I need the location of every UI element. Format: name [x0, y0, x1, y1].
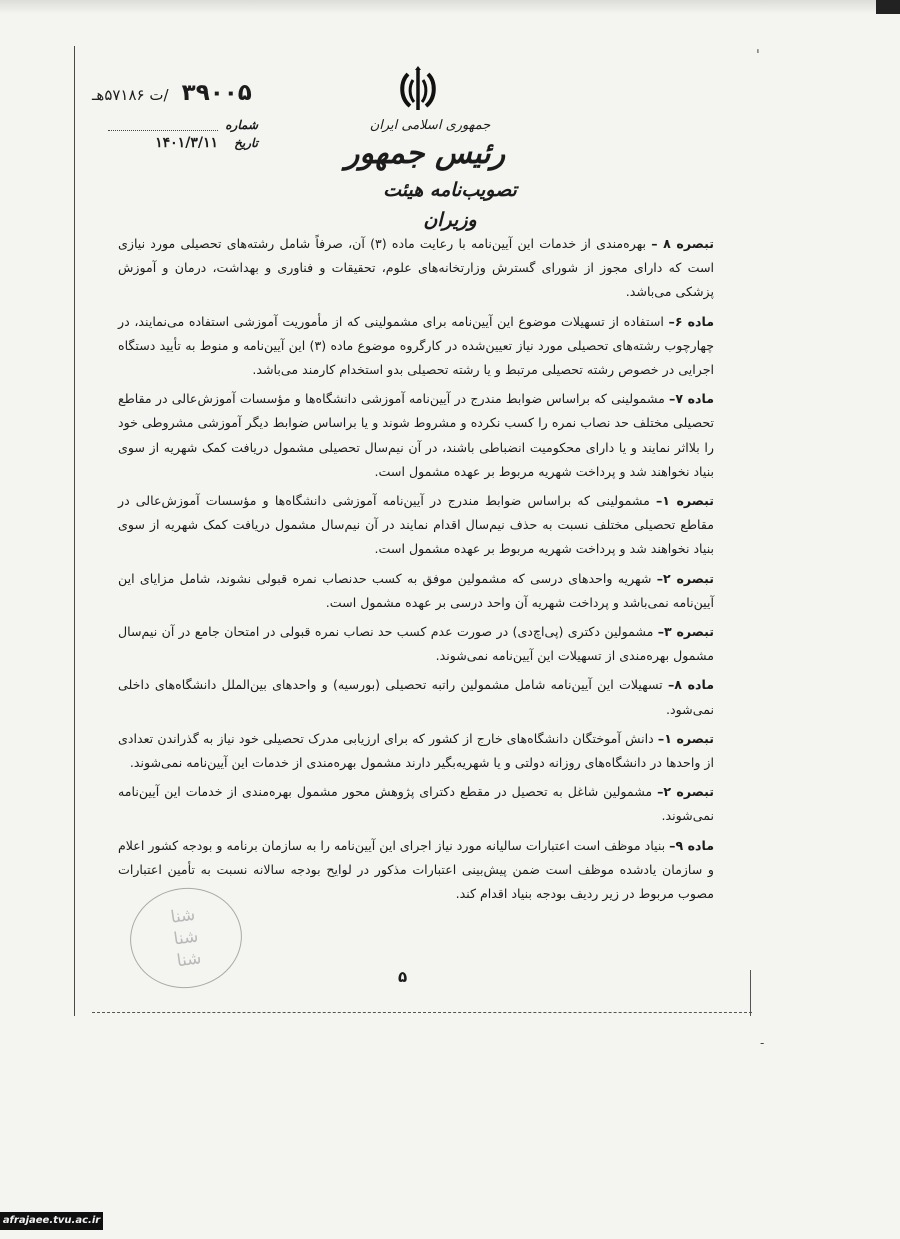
paragraph-text: بنیاد موظف است اعتبارات سالیانه مورد نیاز اجرای این آیین‌نامه را به سازمان برنامه و بودجه کشور اعلام و سازمان یادشده موظف است ضمن پیش‌بینی اعتبارات مذکور در لوایح بودجه سالانه نسبت به تأمین اعتبارات مصوب مربوط در زیر ردیف بودجه بنیاد اقدام کند. — [118, 837, 714, 902]
paragraph-text: مشمولینی که براساس ضوابط مندرج در آیین‌نامه آموزشی دانشگاه‌ها و مؤسسات آموزش‌عالی در مقاطع تحصیلی مختلف حد نصاب نمره را کسب نکرده و مشروط شوند و یا براساس ضوابط دیگر آموزشی مشروطی خود را بلااثر نمایند و یا دارای محکومیت انضباطی باشند، در آن نیم‌سال تحصیلی مشمول دریافت کمک شهریه از سوی بنیاد نخواهند شد و پرداخت شهریه مربوط بر عهده مشمول است. — [118, 391, 714, 479]
scan-edge — [0, 0, 900, 14]
document-meta — [108, 116, 258, 152]
cabinet-title: تصویب‌نامه هیئت وزیران — [383, 179, 517, 231]
paragraph-heading: تبصره ۲– — [657, 784, 714, 800]
scan-corner-mark — [876, 0, 900, 14]
date-row — [108, 134, 258, 152]
page-number: ۵ — [398, 968, 408, 986]
paragraph — [118, 489, 714, 562]
document-body — [118, 232, 714, 911]
paragraph-text: مشمولینی که براساس ضوابط مندرج در آیین‌نامه آموزشی دانشگاه‌ها و مؤسسات آموزش‌عالی در مقاطع تحصیلی مختلف نسبت به حذف نیم‌سال اقدام نمایند در آن نیم‌سال مشمول دریافت کمک شهریه از سوی بنیاد نخواهند شد و پرداخت شهریه مربوط بر عهده مشمول است. — [118, 493, 714, 557]
paragraph — [118, 232, 714, 305]
document-number-ref: /ت ۵۷۱۸۶هـ — [92, 86, 169, 104]
paragraph-text: تسهیلات این آیین‌نامه شامل مشمولین راتبه تحصیلی (بورسیه) و واحدهای بین‌الملل دانشگاه‌های داخلی نمی‌شود. — [118, 677, 714, 717]
republic-title: جمهوری اسلامی ایران — [369, 118, 491, 133]
paragraph-heading: ماده ۷– — [669, 391, 714, 407]
paragraph-heading: تبصره ۱– — [657, 730, 714, 746]
stamp-line: شنا — [172, 926, 200, 950]
paragraph-heading: تبصره ۸ – — [651, 236, 714, 251]
paragraph-heading: تبصره ۲– — [656, 570, 714, 586]
date-label: تاریخ — [234, 136, 258, 150]
paragraph-text: استفاده از تسهیلات موضوع این آیین‌نامه برای مشمولینی که از مأموریت آموزشی استفاده می‌نمایند، در چهارچوب رشته‌های تحصیلی مورد نیاز تعیین‌شده در کارگروه موضوع ماده (۳) این آیین‌نامه و منوط به تأیید دستگاه اجرایی در خصوص رشته تحصیلی مرتبط و یا رشته تحصیلی بدو استخدام کارمند می‌باشد. — [118, 313, 714, 378]
paragraph — [118, 620, 714, 668]
paragraph-heading: ماده ۶– — [668, 313, 714, 329]
paragraph — [118, 387, 714, 484]
paragraph — [118, 673, 714, 721]
paragraph — [118, 310, 714, 383]
paragraph-text: شهریه واحدهای درسی که مشمولین موفق به کسب حدنصاب نمره قبولی نشوند، شامل مزایای این آیین‌نامه نمی‌باشد و پرداخت شهریه آن واحد درسی بر عهده مشمول است. — [118, 570, 714, 610]
document-number — [92, 80, 252, 106]
paragraph-heading: ماده ۹– — [669, 837, 714, 853]
paragraph — [118, 780, 714, 828]
number-row — [108, 116, 258, 134]
paragraph-heading: تبصره ۳– — [657, 624, 715, 640]
paragraph-text: مشمولین دکتری (پی‌اچ‌دی) در صورت عدم کسب حد نصاب نمره قبولی در امتحان جامع در آن نیم‌سال مشمول بهره‌مندی از تسهیلات این آیین‌نامه نمی‌شوند. — [118, 624, 714, 664]
number-label: شماره — [225, 118, 258, 132]
page-bottom-border — [92, 1012, 752, 1013]
stamp-line: شنا — [169, 904, 197, 928]
number-dotted-line — [108, 120, 218, 131]
president-title: رئیس جمهور — [344, 136, 506, 171]
paragraph — [118, 727, 714, 775]
paragraph-heading: ماده ۸– — [667, 677, 714, 693]
scan-mark: - — [760, 1036, 765, 1050]
paragraph-text: مشمولین شاغل به تحصیل در مقطع دکترای پژوهش محور مشمول بهره‌مندی از خدمات این آیین‌نامه نمی‌شوند. — [118, 784, 714, 824]
date-value: ۱۴۰۱/۳/۱۱ — [155, 135, 218, 151]
page-right-border — [750, 970, 751, 1016]
document-number-main: ۳۹۰۰۵ — [181, 80, 252, 106]
website-watermark-link[interactable]: afrajaee.tvu.ac.ir — [0, 1212, 103, 1230]
stamp-line: شنا — [175, 948, 203, 972]
page-tick-mark: ˈ — [756, 48, 760, 64]
iran-emblem-icon — [398, 66, 438, 116]
paragraph-heading: تبصره ۱– — [655, 493, 714, 509]
paragraph — [118, 567, 714, 615]
paragraph-text: دانش آموختگان دانشگاه‌های خارج از کشور که برای ارزیابی مدرک تحصیلی خود نیاز به گذراندن تعدادی از واحدها در دانشگاه‌های روزانه دولتی و یا شهریه‌بگیر دارند مشمول بهره‌مندی از خدمات این آیین‌نامه نمی‌شوند. — [118, 730, 714, 771]
letterhead — [300, 118, 540, 235]
paragraph-text: بهره‌مندی از خدمات این آیین‌نامه با رعایت ماده (۳) آن، صرفاً شامل رشته‌های تحصیلی مورد نیازی است که دارای مجوز از شورای گسترش وزارتخانه‌های علوم، تحقیقات و فناوری و بهداشت، درمان و آموزش پزشکی می‌باشد. — [118, 236, 714, 300]
